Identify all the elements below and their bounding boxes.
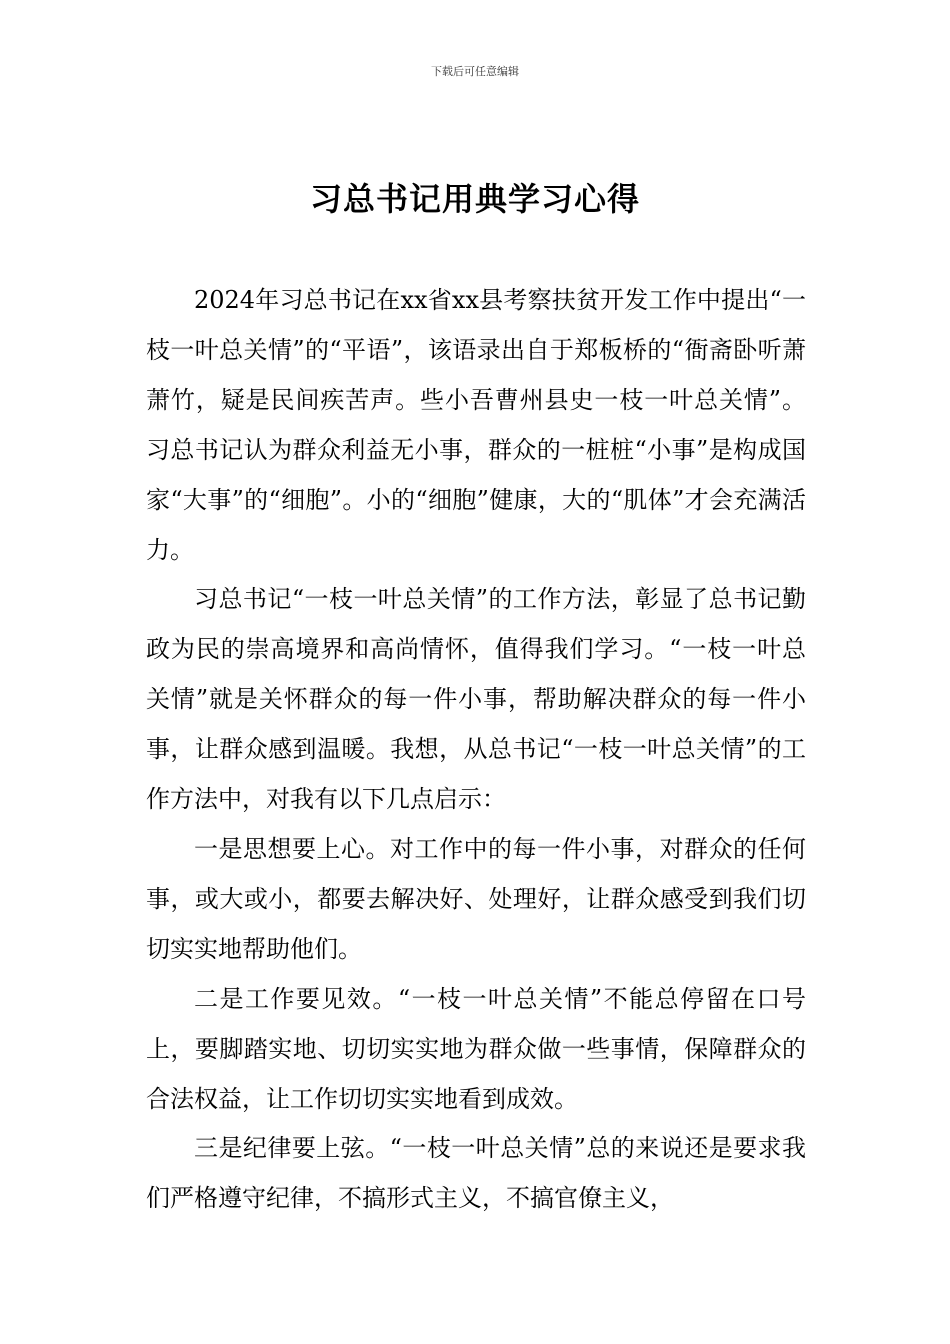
header-note: 下载后可任意编辑 — [431, 65, 519, 78]
paragraph: 三是纪律要上弦。“一枝一叶总关情”总的来说还是要求我们严格遵守纪律，不搞形式主义，不搞官僚主义， — [146, 1134, 806, 1213]
paragraph: 习总书记“一枝一叶总关情”的工作方法，彰显了总书记勤政为民的崇高境界和高尚情怀，值得我们学习。“一枝一叶总关情”就是关怀群众的每一件小事，帮助解决群众的每一件小事，让群众感到温暖。我想，从总书记“一枝一叶总关情”的工作方法中，对我有以下几点启示： — [146, 585, 806, 814]
paragraph: 2024年习总书记在xx省xx县考察扶贫开发工作中提出“一枝一叶总关情”的“平语”，该语录出自于郑板桥的“衙斋卧听萧萧竹，疑是民间疾苦声。些小吾曹州县史一枝一叶总关情”。习总书记认为群众利益无小事，群众的一桩桩“小事”是构成国家“大事”的“细胞”。小的“细胞”健康，大的“肌体”才会充满活力。 — [146, 286, 806, 564]
paragraph: 一是思想要上心。对工作中的每一件小事，对群众的任何事，或大或小，都要去解决好、处理好，让群众感受到我们切切实实地帮助他们。 — [146, 834, 806, 963]
paragraph: 二是工作要见效。“一枝一叶总关情”不能总停留在口号上，要脚踏实地、切切实实地为群众做一些事情，保障群众的合法权益，让工作切切实实地看到成效。 — [146, 984, 806, 1113]
document-title: 习总书记用典学习心得 — [309, 180, 640, 218]
document-body — [146, 276, 806, 1224]
